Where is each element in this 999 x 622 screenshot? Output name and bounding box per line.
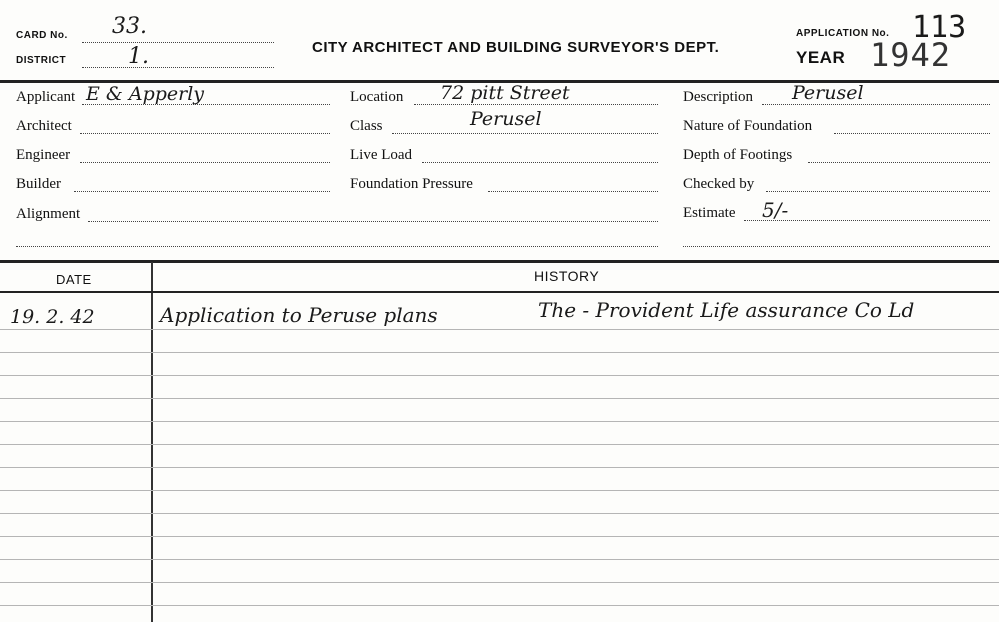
class-label: Class [350,118,383,134]
checked-by-label: Checked by [683,176,755,192]
card-no-label: CARD No. [16,30,68,41]
class-value: Perusel [470,108,542,130]
ruled-line [0,398,999,399]
district-label: DISTRICT [16,55,67,66]
builder-label: Builder [16,176,61,192]
description-value: Perusel [792,82,864,104]
ruled-line [0,421,999,422]
foundation-pressure-label: Foundation Pressure [350,176,473,192]
ruled-line [0,490,999,491]
engineer-line [80,162,330,163]
live-load-line [422,162,658,163]
class-line [392,133,658,134]
alignment-line-2 [16,246,658,247]
applicant-label: Applicant [16,89,76,105]
history-column-header: HISTORY [534,268,600,284]
ruled-line [0,352,999,353]
ruled-line [0,605,999,606]
architect-label: Architect [16,118,72,134]
live-load-label: Live Load [350,147,413,163]
ruled-line [0,329,999,330]
table-top-rule [0,260,999,263]
nature-of-foundation-line [834,133,990,134]
page-title: CITY ARCHITECT AND BUILDING SURVEYOR'S DEPT. [312,39,720,56]
year-value: 1942 [870,36,952,74]
alignment-label: Alignment [16,206,81,222]
ruled-line [0,582,999,583]
description-line [762,104,990,105]
location-line [414,104,658,105]
description-label: Description [683,89,753,105]
estimate-label: Estimate [683,205,736,221]
location-label: Location [350,89,404,105]
column-divider [151,262,153,622]
application-no-value: 113 [912,10,967,45]
ruled-line [0,513,999,514]
table-header-rule [0,291,999,293]
location-value: 72 pitt Street [440,82,570,104]
depth-of-footings-line [808,162,990,163]
history-row-date: 19. 2. 42 [10,306,95,328]
checked-by-line [766,191,990,192]
engineer-label: Engineer [16,147,71,163]
architect-line [80,133,330,134]
history-row-party: The - Provident Life assurance Co Ld [538,298,915,322]
ruled-line [0,375,999,376]
alignment-line [88,221,658,222]
foundation-pressure-line [488,191,658,192]
year-label: YEAR [796,48,846,67]
nature-of-foundation-label: Nature of Foundation [683,118,813,134]
estimate-line-2 [683,246,990,247]
district-value: 1. [128,44,149,69]
builder-line [74,191,330,192]
ruled-line [0,467,999,468]
estimate-value: 5/- [762,198,789,222]
district-line [82,67,274,68]
application-no-label: APPLICATION No. [796,28,890,39]
card-no-line [82,42,274,43]
history-row-entry: Application to Peruse plans [160,303,438,327]
date-column-header: DATE [56,272,92,287]
ruled-line [0,536,999,537]
ruled-line [0,559,999,560]
card-no-value: 33. [112,14,147,39]
depth-of-footings-label: Depth of Footings [683,147,793,163]
applicant-value: E & Apperly [86,83,205,105]
ruled-line [0,444,999,445]
